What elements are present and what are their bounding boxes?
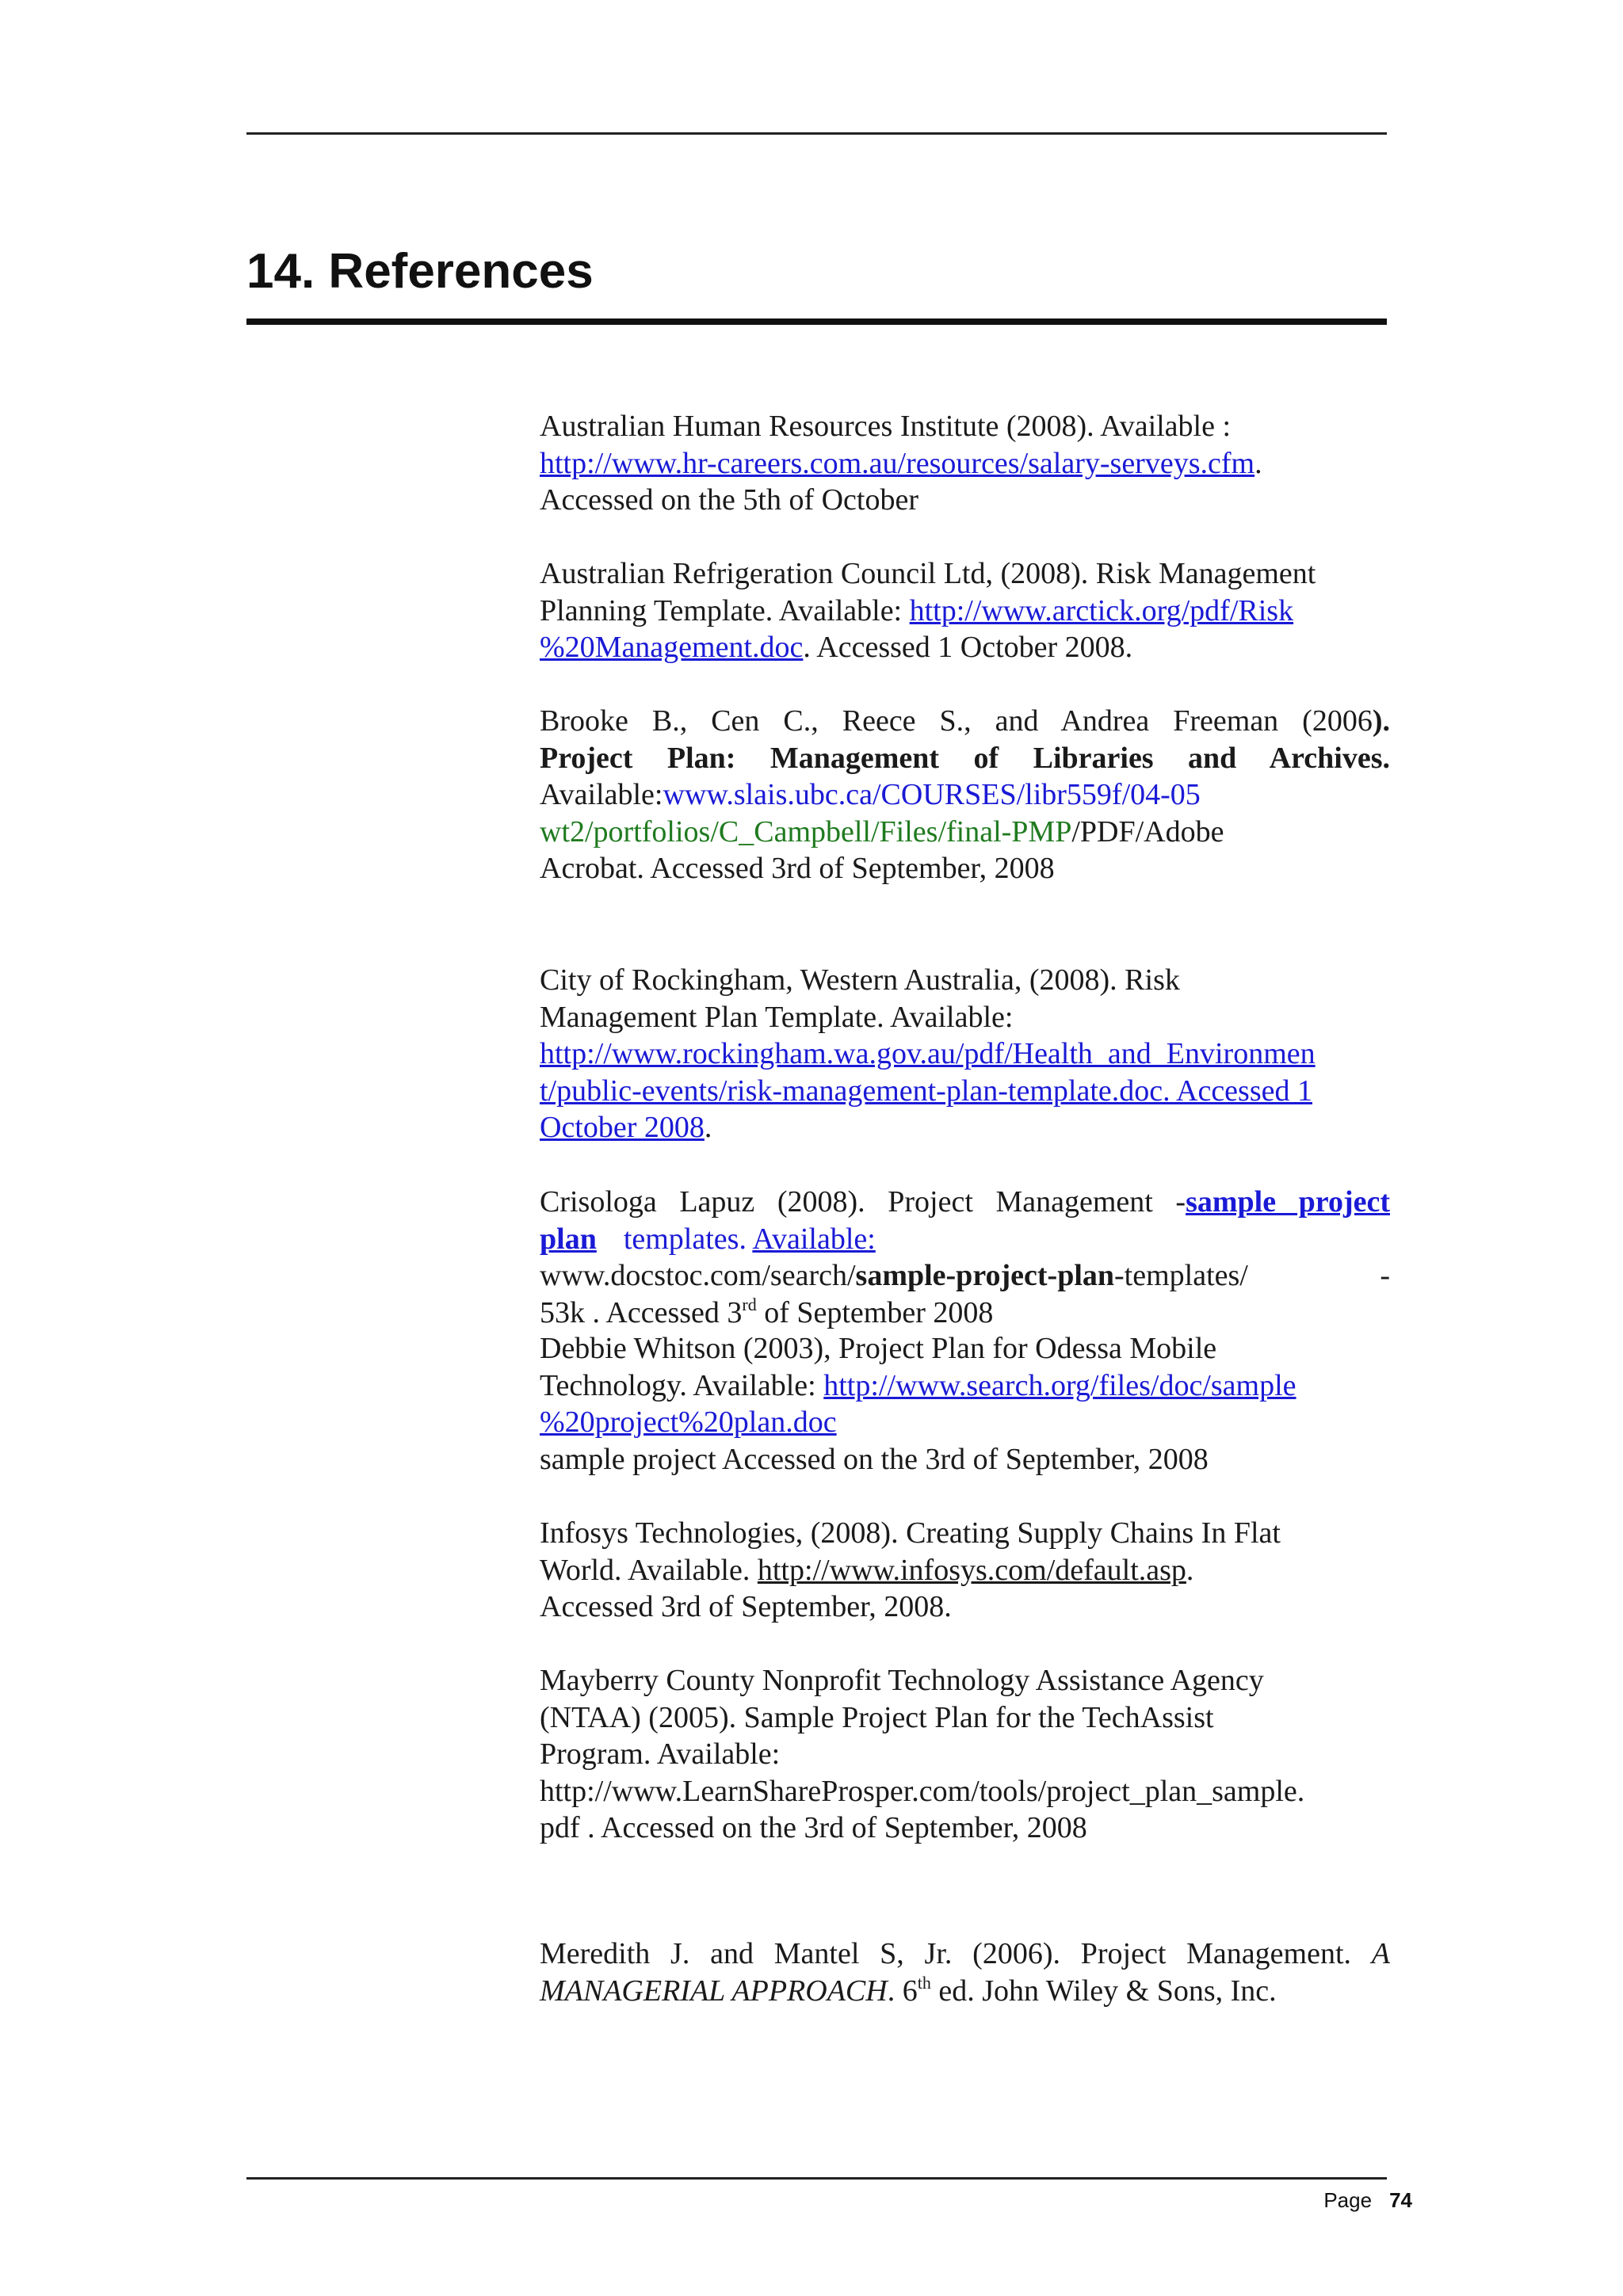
reference-link-continued[interactable]: t/public-events/risk-management-plan-template.doc. Accessed 1 (540, 1074, 1312, 1108)
sample-project-link-continued[interactable]: plan (540, 1222, 597, 1256)
reference-text: . 6 (887, 1974, 918, 2008)
reference-text: City of Rockingham, Western Australia, (2008). Risk (540, 963, 1180, 997)
reference-text: Acrobat. Accessed 3rd of September, 2008 (540, 852, 1055, 885)
reference-text: Australian Refrigeration Council Ltd, (2008). Risk Management (540, 557, 1316, 590)
reference-entry (540, 555, 1316, 666)
reference-entry (540, 408, 1262, 519)
reference-entry (540, 1662, 1304, 1847)
reference-url-text: http://www.LearnShareProsper.com/tools/project_plan_sample. (540, 1774, 1305, 1808)
reference-entry (540, 1330, 1296, 1478)
reference-text: www.docstoc.com/search/ (540, 1259, 856, 1292)
reference-link[interactable]: http://www.infosys.com/default.asp (757, 1553, 1186, 1587)
reference-text: Mayberry County Nonprofit Technology Assistance Agency (540, 1664, 1264, 1697)
reference-text: Available: (540, 778, 663, 811)
reference-text: sample project Accessed on the 3rd of September, 2008 (540, 1442, 1209, 1476)
reference-text: 53k . Accessed 3 (540, 1295, 743, 1329)
reference-entry (540, 1184, 1390, 1331)
reference-entry (540, 1936, 1390, 2009)
reference-entry (540, 1515, 1281, 1626)
reference-text: Meredith J. and Mantel S, Jr. (2006). Project Management. (540, 1937, 1372, 1970)
reference-text: Management Plan Template. Available: (540, 1000, 1014, 1034)
reference-link-continued[interactable]: wt2/portfolios/C_Campbell/Files/final-PMP (540, 814, 1072, 849)
reference-text: ). (1372, 704, 1390, 738)
reference-keyword: sample-project-plan (855, 1259, 1115, 1292)
section-heading: 14. References (246, 244, 594, 299)
reference-text: (NTAA) (2005). Sample Project Plan for the TechAssist (540, 1700, 1214, 1734)
sample-project-link[interactable]: sample project (1186, 1185, 1390, 1219)
reference-title: Project Plan: Management of Libraries and Archives. (540, 741, 1390, 775)
reference-text: Program. Available: (540, 1737, 781, 1771)
reference-link[interactable]: www.slais.ubc.ca/COURSES/libr559f/04-05 (663, 778, 1201, 811)
reference-text: -templates/ (1114, 1259, 1248, 1292)
ordinal-suffix: rd (742, 1294, 757, 1314)
reference-title: A (1371, 1937, 1390, 1970)
reference-text: of September 2008 (756, 1295, 994, 1329)
reference-link-continued[interactable]: %20project%20plan.doc (540, 1405, 837, 1439)
page-label: Page (1323, 2188, 1373, 2212)
reference-link-text[interactable]: templates. (623, 1222, 753, 1256)
reference-link-continued[interactable]: %20Management.doc (540, 631, 804, 664)
reference-entry (540, 703, 1390, 887)
reference-entry (540, 962, 1316, 1146)
reference-text: ed. John Wiley & Sons, Inc. (930, 1974, 1277, 2008)
reference-text: - (1380, 1259, 1390, 1292)
reference-link[interactable]: http://www.hr-careers.com.au/resources/salary-serveys.cfm (540, 446, 1255, 480)
reference-text: . (1186, 1553, 1194, 1587)
page-footer (1323, 2188, 1412, 2213)
heading-rule (246, 318, 1387, 325)
reference-text: . (704, 1111, 712, 1144)
reference-link-continued[interactable]: October 2008 (540, 1111, 705, 1144)
reference-text: . Accessed 1 October 2008. (803, 631, 1133, 664)
ordinal-suffix: th (917, 1972, 931, 1993)
reference-text: World. Available. (540, 1553, 758, 1587)
reference-link[interactable]: http://www.search.org/files/doc/sample (823, 1368, 1296, 1402)
footer-rule (246, 2177, 1387, 2180)
reference-link[interactable]: http://www.rockingham.wa.gov.au/pdf/Health_and_Environmen (540, 1037, 1316, 1070)
reference-text: Infosys Technologies, (2008). Creating Supply Chains In Flat (540, 1516, 1281, 1550)
reference-text: Debbie Whitson (2003), Project Plan for Odessa Mobile (540, 1332, 1217, 1365)
reference-text: Technology. Available: (540, 1368, 824, 1402)
header-rule (246, 132, 1387, 135)
reference-text: Brooke B., Cen C., Reece S., and Andrea Freeman (2006 (540, 704, 1373, 738)
reference-text: Accessed 3rd of September, 2008. (540, 1590, 952, 1623)
reference-text: /PDF/Adobe (1071, 814, 1224, 849)
page-number: 74 (1389, 2188, 1412, 2212)
available-link[interactable]: Available: (752, 1222, 876, 1256)
reference-text: pdf . Accessed on the 3rd of September, 2008 (540, 1811, 1087, 1844)
reference-text: Australian Human Resources Institute (2008). Available : (540, 410, 1232, 443)
reference-text: Planning Template. Available: (540, 593, 910, 627)
reference-text: Accessed on the 5th of October (540, 483, 919, 517)
reference-title: MANAGERIAL APPROACH (540, 1974, 888, 2008)
reference-text: Crisologa Lapuz (2008). Project Management - (540, 1185, 1186, 1219)
reference-text: . (1254, 446, 1262, 480)
reference-link[interactable]: http://www.arctick.org/pdf/Risk (909, 593, 1294, 627)
